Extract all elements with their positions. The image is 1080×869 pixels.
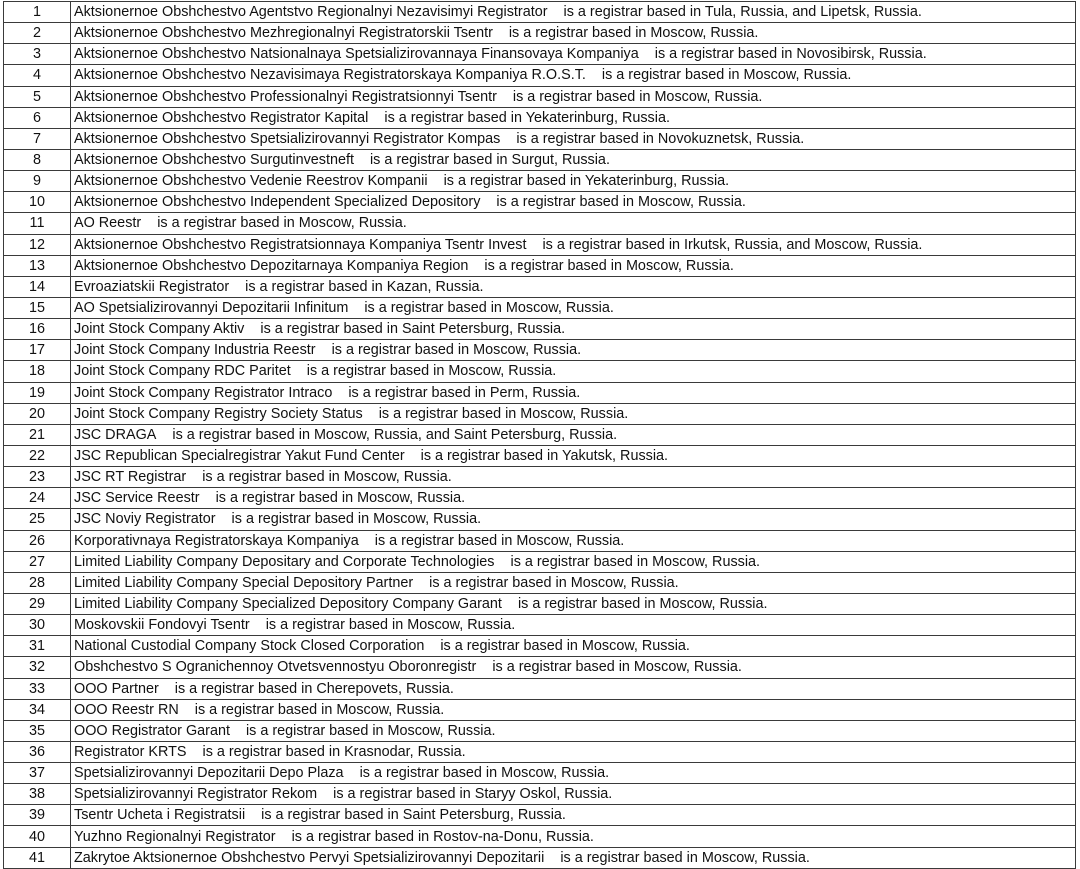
row-number: 18 [4,361,71,382]
registrar-name: Spetsializirovannyi Depozitarii Depo Plaza [74,765,344,782]
row-number: 30 [4,615,71,636]
registrar-description-cell [71,107,1076,128]
table-row [4,847,1076,868]
table-row [4,171,1076,192]
row-number: 36 [4,741,71,762]
registrar-name: Aktsionernoe Obshchestvo Natsionalnaya Spetsializirovannaya Finansovaya Kompaniya [74,46,639,63]
table-row [4,403,1076,424]
table-row [4,276,1076,297]
registrar-name: Aktsionernoe Obshchestvo Spetsializirovannyi Registrator Kompas [74,130,501,147]
registrar-description-cell [71,171,1076,192]
registrar-name: Limited Liability Company Depositary and Corporate Technologies [74,553,495,570]
registrar-location-text: is a registrar based in Irkutsk, Russia, and Moscow, Russia. [542,236,923,253]
registrar-description-cell [71,361,1076,382]
registrar-name: National Custodial Company Stock Closed Corporation [74,638,425,655]
row-number: 13 [4,255,71,276]
table-row [4,23,1076,44]
table-row [4,488,1076,509]
table-row [4,509,1076,530]
table-row [4,192,1076,213]
row-number: 32 [4,657,71,678]
row-number: 7 [4,128,71,149]
registrar-location-text: is a registrar based in Moscow, Russia. [560,849,810,866]
registrar-name: JSC RT Registrar [74,469,187,486]
row-number: 6 [4,107,71,128]
row-number: 19 [4,382,71,403]
registrar-location-text: is a registrar based in Moscow, Russia. [496,194,746,211]
registrar-location-text: is a registrar based in Saint Petersburg, Russia. [261,807,566,824]
registrar-name: Aktsionernoe Obshchestvo Professionalnyi Registratsionnyi Tsentr [74,88,497,105]
table-row [4,86,1076,107]
row-number: 12 [4,234,71,255]
registrar-description-cell [71,297,1076,318]
registrar-name: Aktsionernoe Obshchestvo Surgutinvestneft [74,152,354,169]
table-row [4,445,1076,466]
registrar-name: JSC Noviy Registrator [74,511,216,528]
registrar-location-text: is a registrar based in Moscow, Russia, and Saint Petersburg, Russia. [172,426,618,443]
registrar-description-cell [71,509,1076,530]
table-row [4,340,1076,361]
row-number: 33 [4,678,71,699]
table-row [4,149,1076,170]
registrar-description-cell [71,234,1076,255]
registrar-table [3,1,1076,869]
registrar-description-cell [71,23,1076,44]
registrar-location-text: is a registrar based in Kazan, Russia. [245,278,484,295]
registrar-name: Limited Liability Company Specialized Depository Company Garant [74,596,502,612]
table-row [4,551,1076,572]
registrar-location-text: is a registrar based in Moscow, Russia. [265,617,516,634]
registrar-location-text: is a registrar based in Moscow, Russia. [512,88,763,105]
registrar-location-text: is a registrar based in Moscow, Russia. [364,300,614,317]
row-number: 27 [4,551,71,572]
table-row [4,65,1076,86]
registrar-name: Aktsionernoe Obshchestvo Vedenie Reestrov Kompanii [74,173,428,190]
registrar-description-cell [71,784,1076,805]
registrar-location-text: is a registrar based in Moscow, Russia. [510,553,761,570]
registrar-name: Tsentr Ucheta i Registratsii [74,807,246,824]
table-row [4,763,1076,784]
registrar-location-text: is a registrar based in Moscow, Russia. [484,257,734,274]
registrar-description-cell [71,488,1076,509]
registrar-description-cell [71,424,1076,445]
registrar-name: Aktsionernoe Obshchestvo Registratsionnaya Kompaniya Tsentr Invest [74,236,527,253]
registrar-name: OOO Partner [74,680,159,697]
registrar-description-cell [71,319,1076,340]
table-row [4,319,1076,340]
registrar-location-text: is a registrar based in Novokuznetsk, Russia. [516,130,805,147]
table-row [4,128,1076,149]
registrar-name: Obshchestvo S Ogranichennoy Otvetsvennostyu Oboronregistr [74,659,477,676]
row-number: 2 [4,23,71,44]
row-number: 39 [4,805,71,826]
registrar-location-text: is a registrar based in Moscow, Russia. [359,765,610,782]
registrar-name: Yuzhno Regionalnyi Registrator [74,828,276,845]
registrar-description-cell [71,678,1076,699]
table-row [4,615,1076,636]
registrar-name: Moskovskii Fondovyi Tsentr [74,617,250,634]
row-number: 5 [4,86,71,107]
registrar-location-text: is a registrar based in Staryy Oskol, Russia. [333,786,613,803]
row-number: 14 [4,276,71,297]
registrar-name: Evroaziatskii Registrator [74,278,230,295]
registrar-description-cell [71,467,1076,488]
registrar-description-cell [71,615,1076,636]
registrar-location-text: is a registrar based in Moscow, Russia. [215,490,466,507]
registrar-description-cell [71,65,1076,86]
table-row [4,636,1076,657]
row-number: 17 [4,340,71,361]
registrar-description-cell [71,340,1076,361]
registrar-description-cell [71,403,1076,424]
registrar-location-text: is a registrar based in Saint Petersburg, Russia. [260,321,566,338]
row-number: 37 [4,763,71,784]
row-number: 10 [4,192,71,213]
table-row [4,107,1076,128]
registrar-description-cell [71,826,1076,847]
registrar-name: JSC Service Reestr [74,490,200,507]
registrar-description-cell [71,149,1076,170]
table-row [4,530,1076,551]
table-row [4,720,1076,741]
registrar-name: Aktsionernoe Obshchestvo Registrator Kapital [74,109,369,126]
registrar-name: JSC DRAGA [74,426,157,443]
registrar-location-text: is a registrar based in Moscow, Russia. [306,363,557,380]
registrar-description-cell [71,699,1076,720]
registrar-description-cell [71,128,1076,149]
row-number: 23 [4,467,71,488]
registrar-description-cell [71,572,1076,593]
table-row [4,234,1076,255]
table-row [4,424,1076,445]
registrar-description-cell [71,276,1076,297]
registrar-location-text: is a registrar based in Moscow, Russia. [508,25,759,42]
row-number: 4 [4,65,71,86]
table-row [4,741,1076,762]
registrar-name: Spetsializirovannyi Registrator Rekom [74,786,318,803]
registrar-location-text: is a registrar based in Moscow, Russia. [440,638,690,655]
registrar-location-text: is a registrar based in Moscow, Russia. [331,342,582,359]
table-row [4,213,1076,234]
registrar-location-text: is a registrar based in Moscow, Russia. [429,574,679,591]
row-number: 21 [4,424,71,445]
registrar-location-text: is a registrar based in Moscow, Russia. [202,469,452,486]
registrar-location-text: is a registrar based in Moscow, Russia. [157,215,407,232]
registrar-description-cell [71,255,1076,276]
registrar-name: Aktsionernoe Obshchestvo Agentstvo Regionalnyi Nezavisimyi Registrator [74,4,548,21]
row-number: 35 [4,720,71,741]
registrar-description-cell [71,720,1076,741]
table-row [4,572,1076,593]
table-row [4,467,1076,488]
row-number: 28 [4,572,71,593]
registrar-location-text: is a registrar based in Moscow, Russia. [492,659,742,676]
registrar-description-cell [71,192,1076,213]
table-row [4,44,1076,65]
row-number: 20 [4,403,71,424]
table-row [4,678,1076,699]
table-row [4,361,1076,382]
registrar-name: Korporativnaya Registratorskaya Kompaniya [74,532,359,549]
table-row [4,382,1076,403]
registrar-name: Joint Stock Company Industria Reestr [74,342,316,359]
registrar-name: Aktsionernoe Obshchestvo Nezavisimaya Registratorskaya Kompaniya R.O.S.T. [74,67,586,84]
row-number: 15 [4,297,71,318]
registrar-name: AO Reestr [74,215,142,232]
registrar-name: Aktsionernoe Obshchestvo Mezhregionalnyi Registratorskii Tsentr [74,25,493,42]
registrar-location-text: is a registrar based in Cherepovets, Russia. [174,680,454,697]
table-row [4,297,1076,318]
row-number: 25 [4,509,71,530]
row-number: 40 [4,826,71,847]
registrar-table-body [4,2,1076,869]
row-number: 24 [4,488,71,509]
registrar-location-text: is a registrar based in Yekaterinburg, Russia. [443,173,730,190]
registrar-name: Aktsionernoe Obshchestvo Independent Specialized Depository [74,194,481,211]
registrar-description-cell [71,2,1076,23]
registrar-name: Aktsionernoe Obshchestvo Depozitarnaya Kompaniya Region [74,257,469,274]
registrar-name: Joint Stock Company Registry Society Status [74,405,363,422]
registrar-name: Joint Stock Company Aktiv [74,321,245,338]
registrar-description-cell [71,551,1076,572]
registrar-name: Registrator KRTS [74,743,187,760]
registrar-location-text: is a registrar based in Moscow, Russia. [601,67,852,84]
registrar-description-cell [71,382,1076,403]
registrar-name: AO Spetsializirovannyi Depozitarii Infinitum [74,300,349,317]
registrar-description-cell [71,86,1076,107]
table-row [4,2,1076,23]
registrar-description-cell [71,213,1076,234]
row-number: 38 [4,784,71,805]
table-row [4,255,1076,276]
row-number: 3 [4,44,71,65]
registrar-location-text: is a registrar based in Moscow, Russia. [194,701,445,718]
row-number: 11 [4,213,71,234]
registrar-name: OOO Registrator Garant [74,722,230,739]
registrar-location-text: is a registrar based in Moscow, Russia. [245,722,496,739]
row-number: 26 [4,530,71,551]
registrar-description-cell [71,657,1076,678]
row-number: 9 [4,171,71,192]
registrar-description-cell [71,445,1076,466]
table-row [4,805,1076,826]
registrar-location-text: is a registrar based in Tula, Russia, and Lipetsk, Russia. [563,4,922,21]
registrar-name: JSC Republican Specialregistrar Yakut Fund Center [74,448,405,465]
row-number: 29 [4,593,71,614]
registrar-description-cell [71,805,1076,826]
registrar-location-text: is a registrar based in Yekaterinburg, Russia. [384,109,670,126]
table-row [4,699,1076,720]
registrar-description-cell [71,44,1076,65]
registrar-name: Zakrytoe Aktsionernoe Obshchestvo Pervyi Spetsializirovannyi Depozitarii [74,849,545,866]
registrar-location-text: is a registrar based in Moscow, Russia. [374,532,625,549]
registrar-description-cell [71,636,1076,657]
registrar-location-text: is a registrar based in Novosibirsk, Russia. [654,46,927,63]
table-row [4,826,1076,847]
registrar-description-cell [71,593,1076,614]
registrar-description-cell [71,530,1076,551]
registrar-location-text: is a registrar based in Moscow, Russia. [378,405,629,422]
table-row [4,593,1076,614]
registrar-location-text: is a registrar based in Yakutsk, Russia. [420,448,669,465]
registrar-location-text: is a registrar based in Perm, Russia. [348,384,581,401]
row-number: 1 [4,2,71,23]
row-number: 22 [4,445,71,466]
row-number: 31 [4,636,71,657]
registrar-location-text: is a registrar based in Surgut, Russia. [369,152,610,169]
registrar-location-text: is a registrar based in Moscow, Russia. [517,596,768,612]
registrar-description-cell [71,847,1076,868]
registrar-description-cell [71,741,1076,762]
row-number: 16 [4,319,71,340]
registrar-name: Joint Stock Company Registrator Intraco [74,384,333,401]
registrar-name: Limited Liability Company Special Depository Partner [74,574,414,591]
row-number: 41 [4,847,71,868]
registrar-location-text: is a registrar based in Moscow, Russia. [231,511,482,528]
registrar-location-text: is a registrar based in Krasnodar, Russia. [202,743,466,760]
registrar-name: OOO Reestr RN [74,701,179,718]
registrar-location-text: is a registrar based in Rostov-na-Donu, Russia. [291,828,594,845]
row-number: 34 [4,699,71,720]
registrar-description-cell [71,763,1076,784]
registrar-name: Joint Stock Company RDC Paritet [74,363,291,380]
table-row [4,657,1076,678]
table-row [4,784,1076,805]
row-number: 8 [4,149,71,170]
